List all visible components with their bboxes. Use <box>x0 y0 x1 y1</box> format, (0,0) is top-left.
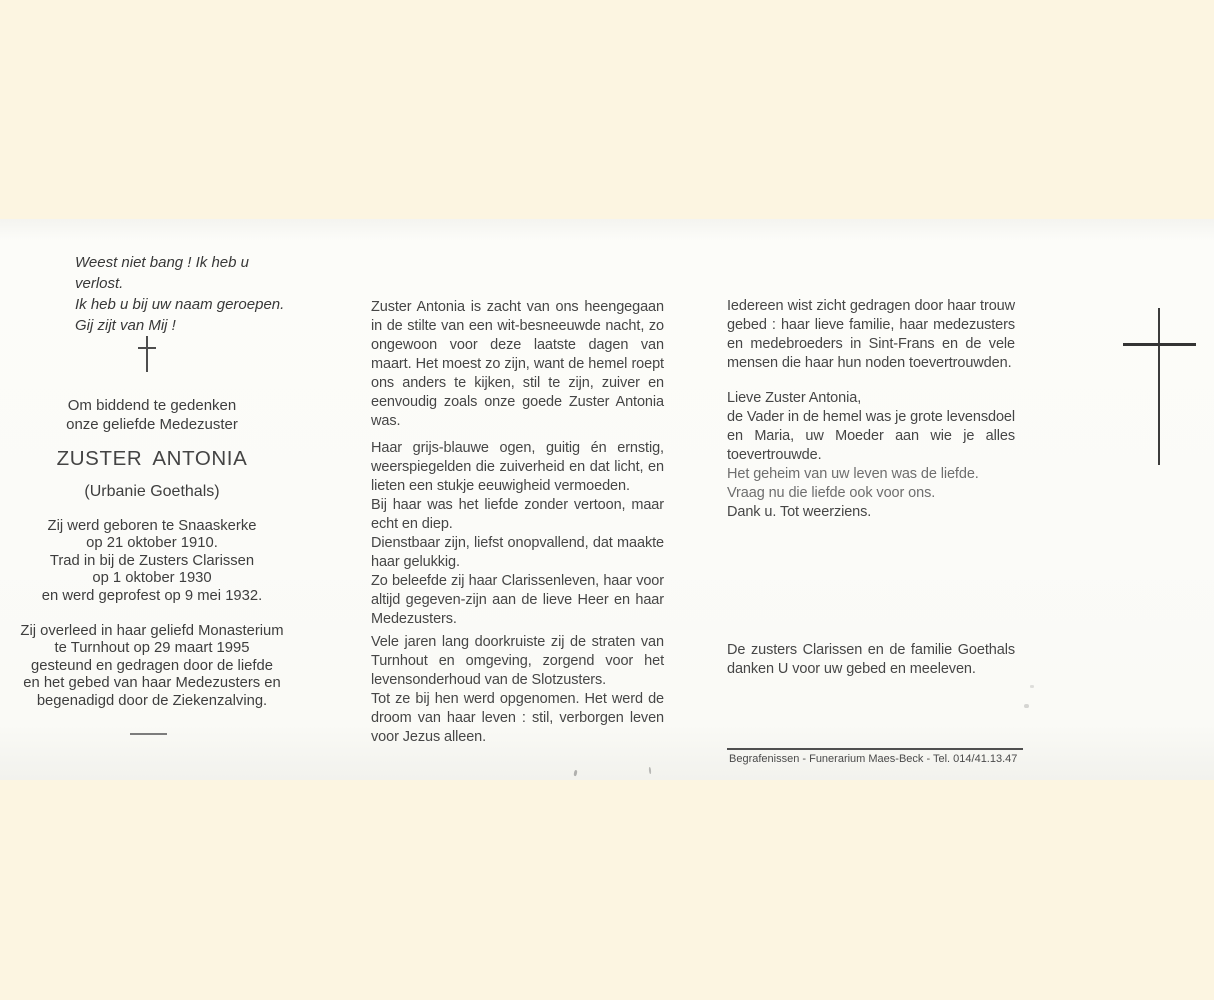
cross-horizontal-bar <box>1123 343 1196 346</box>
memorial-intro <box>6 396 298 434</box>
birth-details <box>6 518 298 605</box>
footer-divider <box>727 748 1023 750</box>
scan-speck <box>1024 704 1029 708</box>
detail-line: en werd geprofest op 9 mei 1932. <box>41 587 263 604</box>
text-block: Tot ze bij hen werd opgenomen. Het werd de droom van haar leven : stil, verborgen leven voor Jezus alleen. <box>371 691 664 745</box>
detail-line: gesteund en gedragen door de liefde <box>31 657 273 674</box>
text-block: Vele jaren lang doorkruiste zij de straten van Turnhout en omgeving, zorgend voor het levensonderhoud van de Slotzusters. <box>371 634 664 688</box>
intro-line: Om biddend te gedenken <box>67 397 237 414</box>
text-block: Zo beleefde zij haar Clarissenleven, haar voor altijd gegeven-zijn aan de lieve Heer en haar Medezusters. <box>371 573 664 627</box>
paragraph <box>371 439 664 629</box>
detail-line: Trad in bij de Zusters Clarissen <box>49 552 255 569</box>
middle-column <box>371 219 664 780</box>
text-block: Zuster Antonia is zacht van ons heengegaan in de stilte van een wit-besneeuwde nacht, zo ongewoon voor deze laatste dagen van maart. Het moest zo zijn, want de hemel roept ons anders te kijken, stil te zijn, zuiver en eenvoudig zoals onze goede Zuster Antonia was. <box>371 299 664 429</box>
paragraph <box>371 298 664 431</box>
thanks-note: De zusters Clarissen en de familie Goethals danken U voor uw gebed en meeleven. <box>727 642 1015 677</box>
text-block: Dienstbaar zijn, liefst onopvallend, dat maakte haar gelukkig. <box>371 535 664 570</box>
text-block: Lieve Zuster Antonia, <box>727 390 862 406</box>
detail-line: en het gebed van haar Medezusters en <box>23 675 281 692</box>
verse-line: Ik heb u bij uw naam geroepen. <box>75 296 285 313</box>
text-block: Vraag nu die liefde ook voor ons. <box>727 485 936 501</box>
detail-line: te Turnhout op 29 maart 1995 <box>54 640 250 657</box>
paragraph <box>371 633 664 747</box>
detail-line: begenadigd door de Ziekenzalving. <box>36 692 268 709</box>
detail-line: Zij werd geboren te Snaaskerke <box>47 518 257 534</box>
text-block: Haar grijs-blauwe ogen, guitig én ernstig, weerspiegelden die zuiverheid en dat licht, en lieten een stukje eeuwigheid vermoeden. <box>371 440 664 494</box>
right-paragraphs <box>727 219 1018 780</box>
detail-line: Zij overleed in haar geliefd Monasterium <box>20 623 284 639</box>
verse-line: Weest niet bang ! Ik heb u verlost. <box>75 254 250 292</box>
detail-line: op 21 oktober 1910. <box>86 535 218 552</box>
text-block: Dank u. Tot weerziens. <box>727 504 872 520</box>
text-block: Bij haar was het liefde zonder vertoon, maar echt en diep. <box>371 497 664 532</box>
cross-horizontal-bar <box>138 347 156 349</box>
intro-line: onze geliefde Medezuster <box>66 416 238 433</box>
detail-line: op 1 oktober 1930 <box>92 570 212 587</box>
cross-vertical-bar <box>146 336 148 372</box>
cross-vertical-bar <box>1158 308 1161 465</box>
paragraph <box>727 297 1015 373</box>
divider-dash <box>130 733 167 735</box>
right-column <box>727 219 1018 780</box>
left-column <box>6 219 298 780</box>
opening-verse <box>75 252 298 336</box>
scan-speck <box>1030 685 1034 688</box>
funeral-home-credit: Begrafenissen - Funerarium Maes-Beck - Tel. 014/41.13.47 <box>729 753 1018 765</box>
paragraph <box>727 389 1015 522</box>
text-block: Het geheim van uw leven was de liefde. <box>727 466 979 482</box>
card-surface <box>0 219 1214 780</box>
birth-name: (Urbanie Goethals) <box>84 483 220 500</box>
deceased-name: ZUSTER ANTONIA <box>56 447 248 470</box>
death-details <box>6 623 298 710</box>
text-block: de Vader in de hemel was je grote levensdoel en Maria, uw Moeder aan wie je alles toevertrouwde. <box>727 409 1015 463</box>
verse-line: Gij zijt van Mij ! <box>75 317 176 334</box>
text-block: Iedereen wist zicht gedragen door haar trouw gebed : haar lieve familie, haar medezusters en medebroeders in Sint-Frans en de vele mensen die haar hun noden toevertrouwden. <box>727 298 1015 371</box>
